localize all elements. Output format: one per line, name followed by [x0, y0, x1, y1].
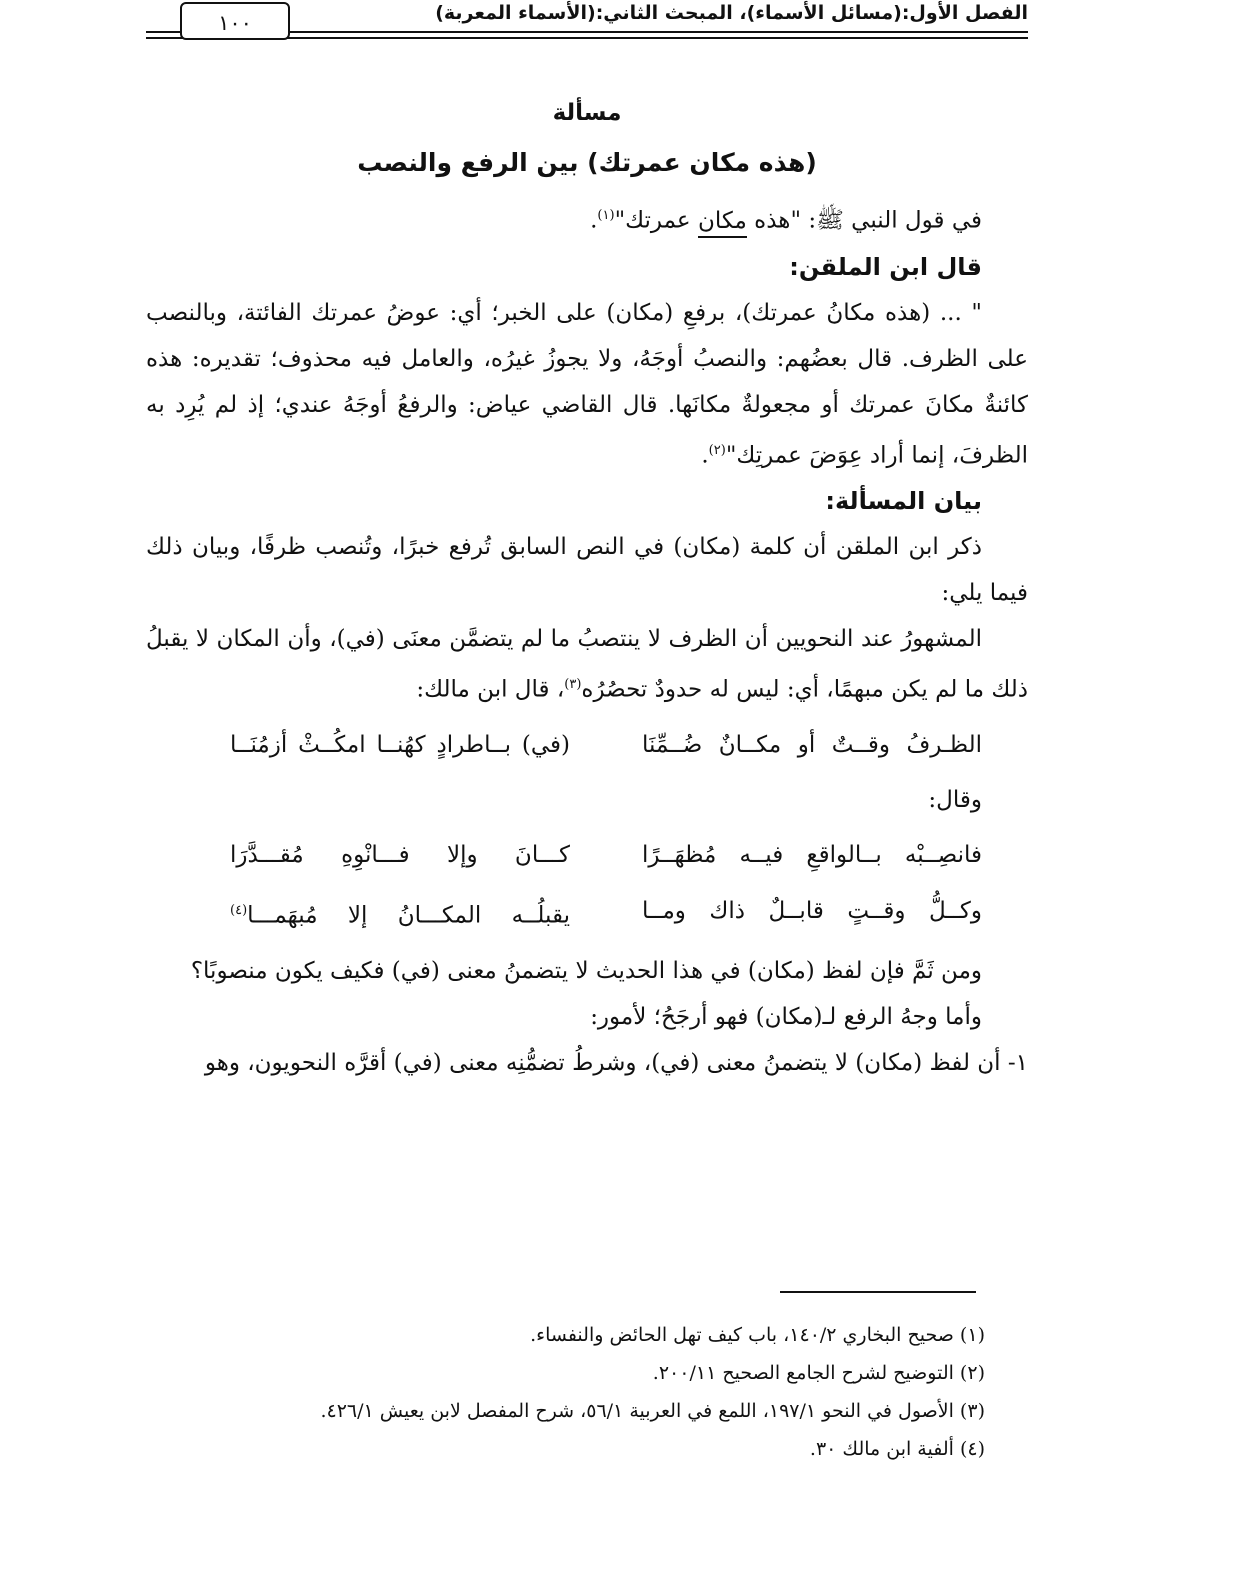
- footnotes: [185, 1316, 985, 1468]
- footnote-ref-1: (١): [597, 208, 615, 223]
- verse-hemistich-first: وكــلُّ وقــتٍ قابــلٌ ذاك ومــا: [642, 897, 982, 924]
- footnote-2: (٢) التوضيح لشرح الجامع الصحيح ٢٠٠/١١.: [652, 1362, 985, 1384]
- intro-period: .: [590, 207, 598, 234]
- running-header: الفصل الأول:(مسائل الأسماء)، المبحث الثاني:(الأسماء المعربة): [435, 2, 1028, 24]
- footnote-ref-4: (٤): [230, 902, 248, 918]
- main-text: [146, 100, 1028, 1086]
- paragraph-5: ١- أن لفظ (مكان) لا يتضمنُ معنى (في)، وشرطُ تضمُّنِه معنى (في) أقرَّه النحويون، وهو: [204, 1049, 1028, 1076]
- verse-hemistich-first: فانصِــبْه بــالواقعِ فيــه مُظهَــرًا: [642, 841, 982, 868]
- footnote-ref-3: (٣): [564, 677, 582, 693]
- underlined-word: مكان: [698, 208, 747, 238]
- verse-line: [146, 717, 1018, 773]
- verse-hemistich-second: [194, 883, 606, 944]
- section-label: مسألة: [552, 100, 622, 126]
- quote-period: .: [701, 442, 709, 469]
- page-number: ١٠٠: [180, 2, 290, 40]
- verse-hemistich-second: (في) بــاطرادٍ كهُنــا امكُــثْ أزمُنَــا: [230, 731, 570, 758]
- verse-block-1: [146, 717, 1028, 773]
- intro-text-end: عمرتك": [614, 207, 698, 234]
- verse-line: [146, 827, 1018, 883]
- page-title: (هذه مكان عمرتك) بين الرفع والنصب: [357, 148, 817, 177]
- paragraph-3: ومن ثَمَّ فإن لفظ (مكان) في هذا الحديث لا يتضمنُ معنى (في) فكيف يكون منصوبًا؟: [190, 957, 982, 984]
- quote-paragraph: [146, 290, 1028, 479]
- intro-paragraph: [146, 193, 1028, 244]
- footnote-ref-2: (٢): [708, 442, 726, 458]
- verse-hemistich-first: الظـرفُ وقــتٌ أو مكــانٌ ضُــمِّنَا: [642, 731, 982, 758]
- footnote-1: (١) صحيح البخاري ١٤٠/٢، باب كيف تهل الحائض والنفساء.: [530, 1324, 985, 1346]
- paragraph-2: [146, 616, 1028, 713]
- paragraph-2-text: المشهورُ عند النحويين أن الظرف لا ينتصبُ ما لم يتضمَّن معنَى (في)، وأن المكان لا يقبلُ ذلك ما لم يكن مبهمًا، أي: ليس له حدودٌ تحصُرُه: [146, 626, 1028, 703]
- verse-block-2: [146, 827, 1028, 944]
- footnote-4: (٤) ألفية ابن مالك ٣٠.: [809, 1438, 985, 1460]
- paragraph-2-end: ، قال ابن مالك:: [416, 676, 565, 703]
- quote-text: " ... (هذه مكانُ عمرتك)، برفعِ (مكان) على الخبر؛ أي: عوضُ عمرتك الفائتة، وبالنصب على الظرف. قال بعضُهم: والنصبُ أوجَهُ، ولا يجوزُ غيرُه، والعامل فيه محذوف؛ تقديره: هذه كائنةٌ مكانَ عمرتك أو مجعولةٌ مكانَها. قال القاضي عياض: والرفعُ أوجَهُ عندي؛ إذ لم يُرِد به الظرفَ، إنما أراد عِوَضَ عمرتِك": [146, 299, 1028, 469]
- verse-line: [146, 883, 1018, 944]
- footnote-3: (٣) الأصول في النحو ١٩٧/١، اللمع في العربية ٥٦/١، شرح المفصل لابن يعيش ٤٢٦/١.: [320, 1400, 985, 1422]
- verse-text: يقبلُــه المكـــانُ إلا مُبهَمـــا: [247, 902, 570, 929]
- and-said: وقال:: [928, 786, 982, 813]
- footnote-separator: [780, 1291, 976, 1293]
- paragraph-1: ذكر ابن الملقن أن كلمة (مكان) في النص السابق تُرفع خبرًا، وتُنصب ظرفًا، وبيان ذلك فيما يلي:: [146, 534, 1028, 607]
- verse-hemistich-second: كـــانَ وإلا فـــانْوِهِ مُقـــدَّرَا: [230, 841, 570, 868]
- issue-heading: بيان المسألة:: [825, 487, 982, 516]
- intro-text: في قول النبي ﷺ: "هذه: [746, 207, 982, 234]
- quote-heading: قال ابن الملقن:: [789, 252, 982, 281]
- paragraph-4: وأما وجهُ الرفع لـ(مكان) فهو أرجَحُ؛ لأمور:: [590, 1003, 982, 1030]
